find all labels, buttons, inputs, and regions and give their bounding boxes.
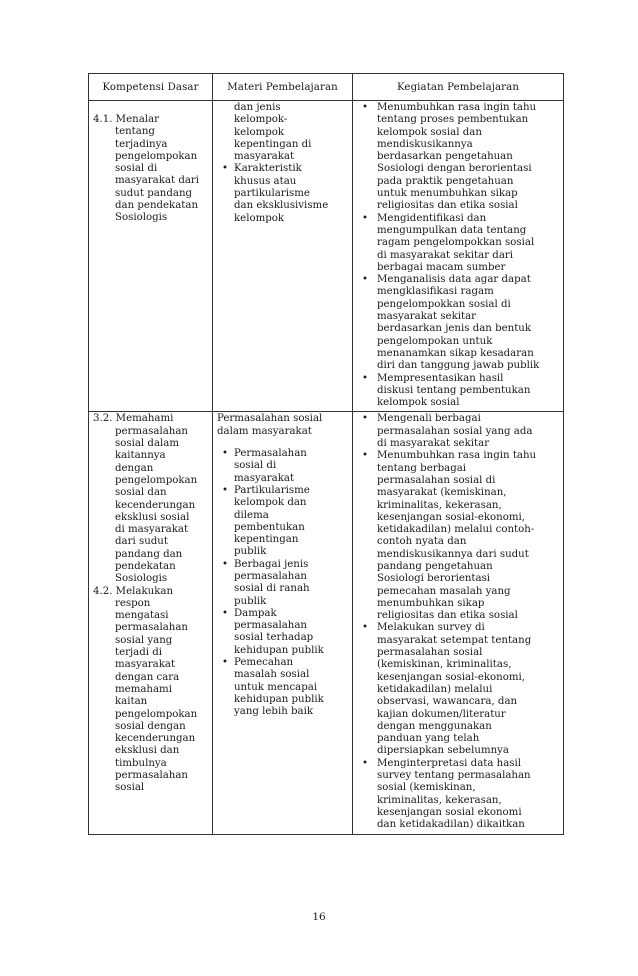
materi-cell <box>213 412 353 834</box>
materi-line: dan jenis <box>234 102 281 113</box>
kegiatan-list <box>357 102 561 409</box>
kd-line: dengan <box>115 462 154 474</box>
kd-line: dan pendekatan <box>115 200 199 212</box>
list-item-line: yang lebih baik <box>234 706 314 718</box>
list-item-line: pengelompokan untuk <box>377 335 493 347</box>
list-item-line: kajian dokumen/literatur <box>377 708 506 720</box>
kd-list <box>93 413 210 794</box>
materi-line: dalam masyarakat <box>217 425 312 437</box>
materi-bullet-item <box>217 485 350 559</box>
list-item-line: religiositas dan etika sosial <box>377 200 518 212</box>
list-item-line: pada praktik pengetahuan <box>377 175 514 187</box>
list-item-line: • Menumbuhkan rasa ingin tahu <box>377 450 537 462</box>
kegiatan-bullet-item <box>357 274 561 372</box>
kd-heading: 4.1. Menalar <box>93 114 159 125</box>
list-item-line: sosial di <box>234 460 277 472</box>
materi-text <box>217 102 350 163</box>
kd-line: dengan cara <box>115 671 180 683</box>
kd-line: kaitannya <box>115 450 166 462</box>
list-item-line: • Menganalisis data agar dapat <box>377 274 531 286</box>
kd-line: permasalahan <box>115 770 188 782</box>
list-item-line: partikularisme <box>234 188 310 200</box>
kd-line: sosial di <box>115 163 158 175</box>
list-item-line: di masyarakat sekitar dari <box>377 249 514 261</box>
list-item-line: kesenjangan sosial-ekonomi, <box>377 511 526 523</box>
materi-bullet-item <box>217 448 350 485</box>
table-row <box>89 412 564 834</box>
list-item-line: ketidakadilan) melalui <box>377 683 493 695</box>
list-item-line: permasalahan <box>234 620 307 632</box>
kegiatan-bullet-item <box>357 758 561 832</box>
kd-line: sosial dan <box>115 487 167 499</box>
list-item-line: kepentingan <box>234 534 299 546</box>
kegiatan-bullet-item <box>357 213 561 274</box>
kd-line: Sosiologis <box>115 212 168 224</box>
kd-line: di masyarakat <box>115 524 189 536</box>
materi-line: kepentingan di <box>234 138 312 150</box>
materi-line: kelompok <box>234 126 285 138</box>
list-item-line: Sosiologi dengan berorientasi <box>377 163 532 175</box>
materi-line: masyarakat <box>234 151 295 163</box>
list-item-line: permasalahan sosial yang ada <box>377 425 533 437</box>
list-item-line: menanamkan sikap kesadaran <box>377 347 534 359</box>
list-item-line: masyarakat sekitar <box>377 311 477 323</box>
list-item-line: kriminalitas, kekerasan, <box>377 794 502 806</box>
kd-line: kecenderungan <box>115 733 196 745</box>
list-item-line: • Menumbuhkan rasa ingin tahu <box>377 102 537 113</box>
materi-line: Permasalahan sosial <box>217 413 323 425</box>
materi-list <box>217 163 350 224</box>
kegiatan-bullet-item <box>357 373 561 410</box>
list-item-line: • Mengidentifikasi dan <box>377 212 487 224</box>
header-kompetensi-dasar: Kompetensi Dasar <box>89 74 213 101</box>
kd-heading: 4.2. Melakukan <box>93 585 174 597</box>
kd-heading: 3.2. Memahami <box>93 413 174 425</box>
kd-line: pengelompokan <box>115 708 198 720</box>
kd-line: pendekatan <box>115 560 176 572</box>
list-item-line: mendiskusikannya <box>377 138 473 150</box>
list-item-line: • Melakukan survey di <box>377 622 485 634</box>
list-item-line: pandang pengetahuan <box>377 560 493 572</box>
list-item-line: kelompok dan <box>234 497 307 509</box>
list-item-line: dipersiapkan sebelumnya <box>377 745 510 757</box>
list-item-line: tentang proses pembentukan <box>377 114 529 126</box>
list-item-line: tentang berbagai <box>377 462 467 474</box>
table-row <box>89 101 564 412</box>
kd-line: sosial dalam <box>115 438 180 450</box>
kegiatan-cell <box>353 101 564 412</box>
list-item-line: khusus atau <box>234 175 297 187</box>
materi-line: kelompok- <box>234 114 288 126</box>
list-item-line: masyarakat setempat tentang <box>377 634 532 646</box>
materi-bullet-item <box>217 657 350 718</box>
list-item-line: • Permasalahan <box>234 448 307 460</box>
kd-line: masyarakat <box>115 659 176 671</box>
list-item-line: masalah sosial <box>234 669 310 681</box>
list-item-line: permasalahan <box>234 570 307 582</box>
page-number: 16 <box>312 911 326 923</box>
list-item-line: • Mengenali berbagai <box>377 413 481 425</box>
list-item-line: permasalahan sosial <box>377 647 483 659</box>
kd-cell <box>89 412 213 834</box>
kd-line: eksklusi dan <box>115 745 180 757</box>
header-materi-pembelajaran: Materi Pembelajaran <box>213 74 353 101</box>
materi-text <box>217 413 350 438</box>
list-item-line: • Dampak <box>234 607 277 619</box>
list-item-line: (kemiskinan, kriminalitas, <box>377 659 512 671</box>
kegiatan-bullet-item <box>357 622 561 757</box>
list-item-line: • Karakteristik <box>234 163 302 175</box>
kd-line: permasalahan <box>115 425 188 437</box>
list-item-line: religiositas dan etika sosial <box>377 610 518 622</box>
kd-line: sosial yang <box>115 634 173 646</box>
kd-line: Sosiologis <box>115 573 168 585</box>
list-item-line: dilema <box>234 509 269 521</box>
list-item-line: diri dan tanggung jawab publik <box>377 360 540 372</box>
list-item-line: mendiskusikannya dari sudut <box>377 548 529 560</box>
list-item-line: berdasarkan pengetahuan <box>377 151 513 163</box>
list-item-line: dengan menggunakan <box>377 720 492 732</box>
kd-line: dari sudut <box>115 536 168 548</box>
materi-cell <box>213 101 353 412</box>
list-item-line: pengelompokkan sosial di <box>377 298 511 310</box>
list-item-line: Sosiologi berorientasi <box>377 573 491 585</box>
kegiatan-list <box>357 413 561 831</box>
list-item-line: kehidupan publik <box>234 644 324 656</box>
list-item-line: dan eksklusivisme <box>234 200 329 212</box>
materi-bullet-item <box>217 559 350 608</box>
kd-line: terjadinya <box>115 138 168 150</box>
kd-line: mengatasi <box>115 610 169 622</box>
kd-list <box>93 114 210 225</box>
kegiatan-cell <box>353 412 564 834</box>
list-item-line: mengklasifikasi ragam <box>377 286 494 298</box>
list-item-line: pemecahan masalah yang <box>377 585 511 597</box>
list-item-line: • Berbagai jenis <box>234 558 309 570</box>
kd-line: pengelompokan <box>115 474 198 486</box>
kegiatan-bullet-item <box>357 102 561 213</box>
kegiatan-bullet-item <box>357 450 561 622</box>
kd-line: permasalahan <box>115 622 188 634</box>
list-item-line: masyarakat (kemiskinan, <box>377 487 507 499</box>
kd-line: memahami <box>115 683 172 695</box>
list-item-line: untuk menumbuhkan sikap <box>377 188 518 200</box>
list-item-line: kelompok sosial <box>377 397 460 409</box>
kd-line: pengelompokan <box>115 150 198 162</box>
kd-line: eksklusi sosial <box>115 511 190 523</box>
kd-line: pandang dan <box>115 548 183 560</box>
learning-table <box>88 73 564 835</box>
list-item-line: panduan yang telah <box>377 733 480 745</box>
materi-bullet-item <box>217 608 350 657</box>
list-item-line: di masyarakat sekitar <box>377 438 490 450</box>
list-item-line: mengumpulkan data tentang <box>377 224 527 236</box>
kd-line: terjadi di <box>115 647 163 659</box>
kegiatan-bullet-item <box>357 413 561 450</box>
kd-cell <box>89 101 213 412</box>
list-item-line: berdasarkan jenis dan bentuk <box>377 323 532 335</box>
list-item-line: pembentukan <box>234 521 305 533</box>
kd-line: timbulnya <box>115 757 167 769</box>
list-item-line: untuk mencapai <box>234 681 318 693</box>
list-item-line: publik <box>234 595 267 607</box>
list-item-line: ragam pengelompokkan sosial <box>377 237 535 249</box>
list-item-line: • Pemecahan <box>234 657 294 669</box>
kd-line: sudut pandang <box>115 187 193 199</box>
kd-item <box>93 114 210 225</box>
kd-line: masyarakat dari <box>115 175 200 187</box>
list-item-line: kelompok <box>234 212 285 224</box>
list-item-line: kriminalitas, kekerasan, <box>377 499 502 511</box>
list-item-line: menumbuhkan sikap <box>377 597 485 609</box>
list-item-line: dan ketidakadilan) dikaitkan <box>377 819 525 831</box>
kd-line: sosial <box>115 782 145 794</box>
kd-line: kecenderungan <box>115 499 196 511</box>
list-item-line: diskusi tentang pembentukan <box>377 384 531 396</box>
list-item-line: • Menginterpretasi data hasil <box>377 757 522 769</box>
list-item-line: sosial (kemiskinan, <box>377 782 476 794</box>
kd-item <box>93 413 210 585</box>
header-kegiatan-pembelajaran: Kegiatan Pembelajaran <box>353 74 564 101</box>
list-item-line: berbagai macam sumber <box>377 261 506 273</box>
kd-line: sosial dengan <box>115 720 186 732</box>
list-item-line: sosial terhadap <box>234 632 314 644</box>
list-item-line: kesenjangan sosial-ekonomi, <box>377 671 526 683</box>
list-item-line: contoh nyata dan <box>377 536 467 548</box>
kd-item <box>93 586 210 795</box>
list-item-line: • Mempresentasikan hasil <box>377 372 504 384</box>
list-item-line: masyarakat <box>234 472 295 484</box>
materi-bullet-item <box>217 163 350 224</box>
list-item-line: observasi, wawancara, dan <box>377 696 518 708</box>
kd-line: tentang <box>115 126 155 138</box>
list-item-line: kehidupan publik <box>234 693 324 705</box>
list-item-line: permasalahan sosial di <box>377 474 496 486</box>
list-item-line: • Partikularisme <box>234 484 310 496</box>
materi-list <box>217 448 350 719</box>
list-item-line: sosial di ranah <box>234 583 310 595</box>
list-item-line: survey tentang permasalahan <box>377 770 531 782</box>
kd-line: kaitan <box>115 696 148 708</box>
table-header-row <box>89 74 564 101</box>
kd-line: respon <box>115 597 151 609</box>
list-item-line: kelompok sosial dan <box>377 126 482 138</box>
list-item-line: kesenjangan sosial ekonomi <box>377 806 522 818</box>
list-item-line: publik <box>234 546 267 558</box>
list-item-line: ketidakadilan) melalui contoh- <box>377 524 535 536</box>
